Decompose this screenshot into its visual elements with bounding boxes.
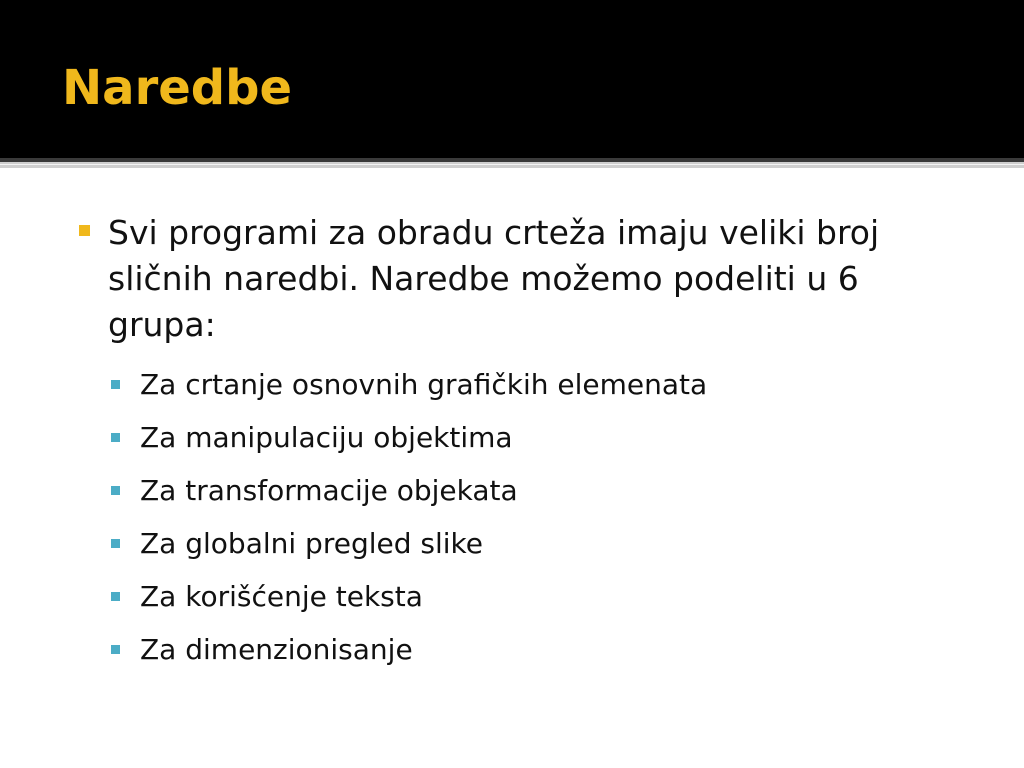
list-item-text: Za crtanje osnovnih grafičkih elemenata	[140, 368, 708, 401]
square-bullet-icon	[111, 486, 120, 495]
square-bullet-icon	[111, 592, 120, 601]
list-item	[0, 468, 1024, 520]
list-item-text: Za dimenzionisanje	[140, 633, 413, 666]
list-item-text: Za korišćenje teksta	[140, 580, 423, 613]
title-divider-light	[0, 162, 1024, 168]
square-bullet-icon	[111, 539, 120, 548]
square-bullet-icon	[111, 433, 120, 442]
square-bullet-icon	[111, 380, 120, 389]
list-item	[0, 362, 1024, 414]
list-item	[0, 574, 1024, 626]
square-bullet-icon	[111, 645, 120, 654]
main-bullet-text: Svi programi za obradu crteža imaju veliki broj sličnih naredbi. Naredbe možemo podeliti u 6 grupa:	[108, 213, 880, 344]
square-bullet-icon	[79, 225, 90, 236]
list-item	[0, 521, 1024, 573]
title-divider-highlight	[0, 164, 1024, 165]
slide-title: Naredbe	[62, 60, 293, 116]
list-item-text: Za manipulaciju objektima	[140, 421, 513, 454]
list-item	[0, 627, 1024, 679]
list-item-text: Za globalni pregled slike	[140, 527, 483, 560]
list-item	[0, 415, 1024, 467]
list-item-text: Za transformacije objekata	[140, 474, 518, 507]
